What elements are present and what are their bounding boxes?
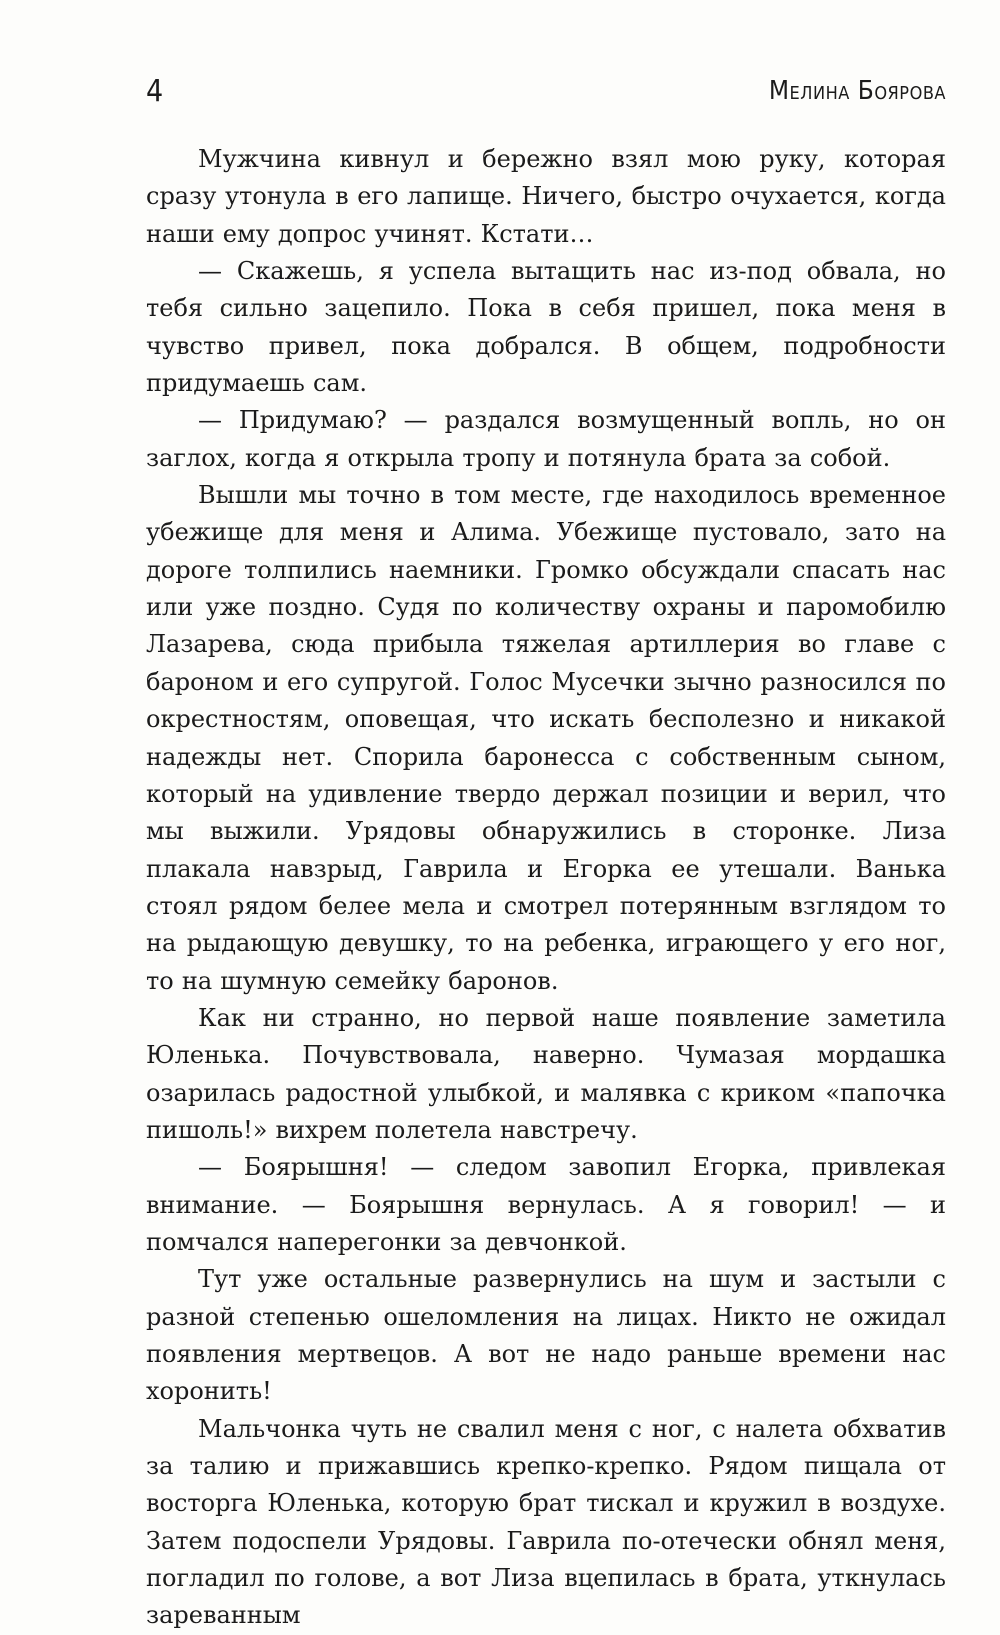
paragraph: Мальчонка чуть не свалил меня с ног, с налета обхватив за талию и прижавшись крепко-крепко. Рядом пищала от восторга Юленька, которую брат тискал и кружил в воздухе. Затем подоспели Урядовы. Гаврила по-отечески обнял меня, погладил по голове, а вот Лиза вцепилась в брата, уткнулась зареванным <box>146 1414 946 1630</box>
paragraph: Тут уже остальные развернулись на шум и застыли с разной степенью ошеломления на лицах. Никто не ожидал появления мертвецов. А вот не надо раньше времени нас хоронить! <box>146 1265 946 1406</box>
paragraph: — Скажешь, я успела вытащить нас из-под обвала, но тебя сильно зацепило. Пока в себя пришел, пока меня в чувство привел, пока добрался. В общем, подробности придумаешь сам. <box>146 257 946 398</box>
paragraph: — Придумаю? — раздался возмущенный вопль, но он заглох, когда я открыла тропу и потянула брата за собой. <box>146 406 946 472</box>
page-number: 4 <box>146 74 164 109</box>
page-header <box>146 74 946 114</box>
paragraph: Как ни странно, но первой наше появление заметила Юленька. Почувствовала, наверно. Чумазая мордашка озарилась радостной улыбкой, и малявка с криком «папочка пишоль!» вихрем полетела навстречу. <box>146 1003 946 1144</box>
paragraph: Вышли мы точно в том месте, где находилось временное убежище для меня и Алима. Убежище пустовало, зато на дороге толпились наемники. Громко обсуждали спасать нас или уже поздно. Судя по количеству охраны и паромобилю Лазарева, сюда прибыла тяжелая артиллерия во главе с бароном и его супругой. Голос Мусечки зычно разносился по окрестностям, оповещая, что искать бесполезно и никакой надежды нет. Спорила баронесса с собственным сыном, который на удивление твердо держал позиции и верил, что мы выжили. Урядовы обнаружились в сторонке. Лиза плакала навзрыд, Гаврила и Егорка ее утешали. Ванька стоял рядом белее мела и смотрел потерянным взглядом то на рыдающую девушку, то на ребенка, играющего у его ног, то на шумную семейку баронов. <box>146 481 946 995</box>
body-text <box>146 141 946 1635</box>
running-head-author: Мелина Боярова <box>768 76 946 106</box>
paragraph: Мужчина кивнул и бережно взял мою руку, которая сразу утонула в его лапище. Ничего, быстро очухается, когда наши ему допрос учинят. Кстати… <box>146 145 946 248</box>
paragraph: — Боярышня! — следом завопил Егорка, привлекая внимание. — Боярышня вернулась. А я говорил! — и помчался наперегонки за девчонкой. <box>146 1153 946 1256</box>
